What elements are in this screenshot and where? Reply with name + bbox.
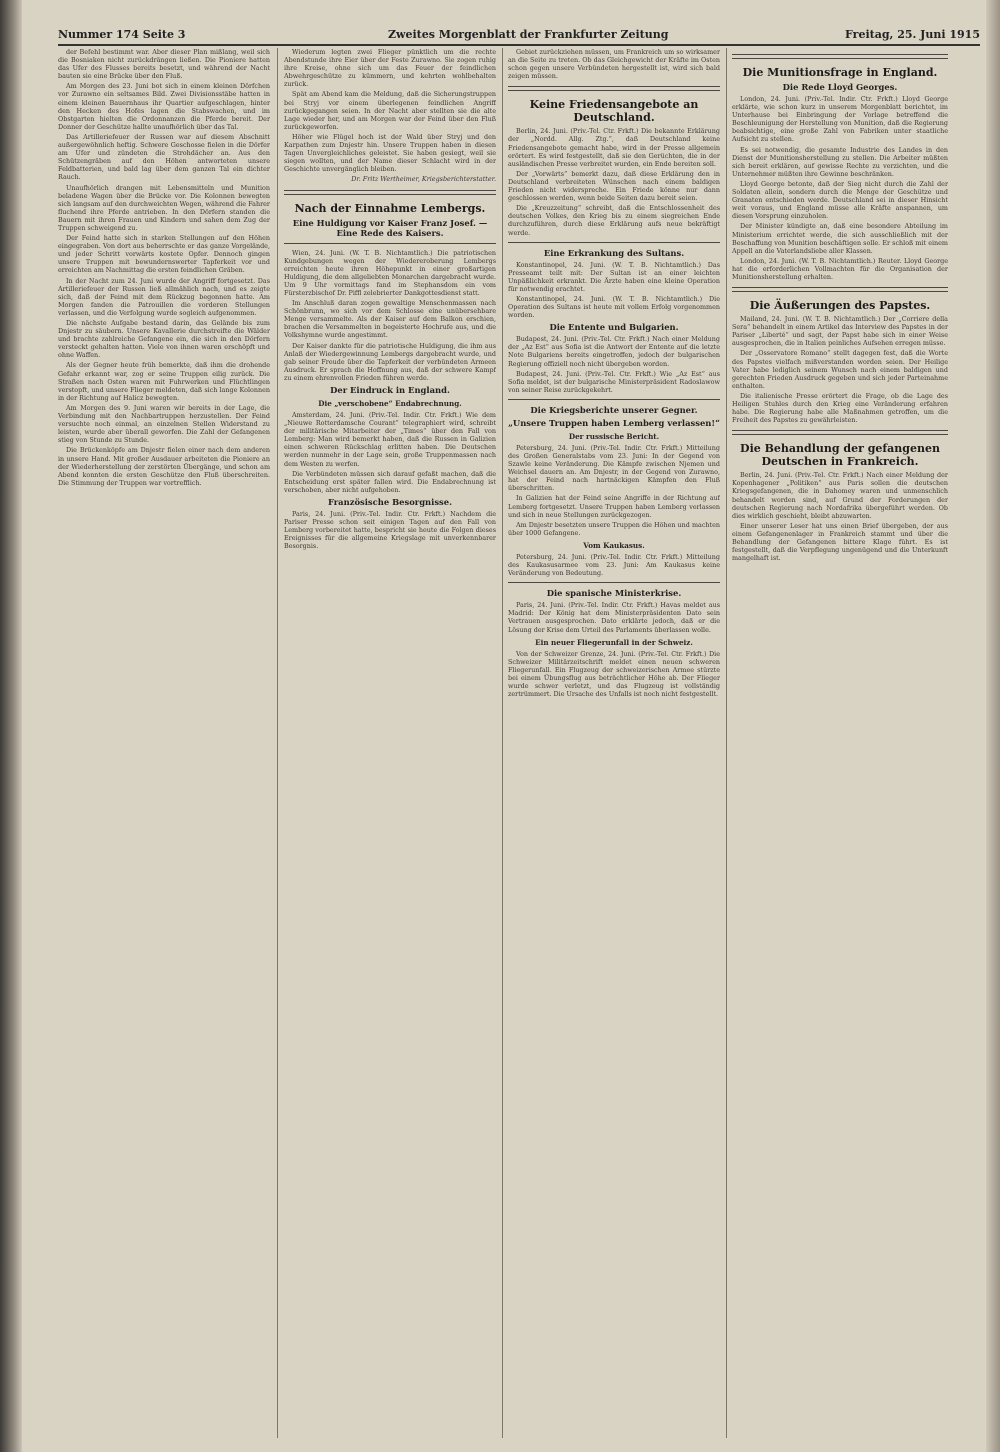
section-rule <box>508 86 720 91</box>
column-4 <box>732 48 948 1438</box>
article-headline: Keine Friedensangebote an Deutschland. <box>529 98 699 125</box>
paragraph: Einer unserer Leser hat uns einen Brief übergeben, der aus einem Gefangenenlager in Frankreich stammt und über die Behandlung der Gefangenen bittere Klage führt. Es ist festgestellt, daß die Verpflegung ungenügend und die Unterkunft mangelhaft ist. <box>732 521 948 563</box>
paragraph: Die „Kreuzzeitung“ schreibt, daß die Entschlossenheit des deutschen Volkes, den Krieg bis zu einem siegreichen Ende durchzuführen, durch diese Erklärung aufs neue bekräftigt werde. <box>508 204 720 237</box>
paragraph: In Galizien hat der Feind seine Angriffe in der Richtung auf Lemberg fortgesetzt. Unsere Truppen haben Lemberg verlassen und sich in neue Stellungen zurückgezogen. <box>508 494 720 519</box>
paragraph: Wiederum legten zwei Flieger pünktlich um die rechte Abendstunde ihre Eier über der Feste Zurawno. Sie zogen ruhig ihre Kreise, ohne sich um das Feuer der feindlichen Abwehrgeschütze zu kümmern, und kehrten wohlbehalten zurück. <box>284 48 496 89</box>
article-headline: Die Munitionsfrage in England. <box>742 66 938 79</box>
rule <box>508 399 720 400</box>
paragraph: Paris, 24. Juni. (Priv.-Tel. Indir. Ctr. Frkft.) Nachdem die Pariser Presse schon seit einigen Tagen auf den Fall von Lemberg vorbereitet hatte, bespricht sie heute die Folgen dieses Ereignisses für die allgemeine Kriegslage mit unverkennbarer Besorgnis. <box>284 509 496 551</box>
article-headline: Ein neuer Fliegerunfall in der Schweiz. <box>535 637 693 647</box>
paragraph: Es sei notwendig, die gesamte Industrie des Landes in den Dienst der Munitionsherstellung zu stellen. Die Arbeiter müßten sich bereit erklären, auf gewisse Rechte zu verzichten, und die Unternehmer müßten ihre Gewinne beschränken. <box>732 145 948 178</box>
rule <box>508 242 720 243</box>
paragraph: Der Feind hatte sich in starken Stellungen auf den Höhen eingegraben. Von dort aus beherrschte er das ganze Vorgelände, und jeder Schritt vorwärts kostete Opfer. Dennoch gingen unsere Truppen mit bewundernswerter Tapferkeit vor und erreichten am Nachmittag die ersten feindlichen Gräben. <box>58 234 270 275</box>
paragraph: Die Brückenköpfe am Dnjestr fielen einer nach dem anderen in unsere Hand. Mit großer Ausdauer arbeiteten die Pioniere an der Wiederherstellung der zerstörten Übergänge, und schon am Abend konnten die ersten Geschütze den Fluß überschreiten. Die Stimmung der Truppen war vortrefflich. <box>58 446 270 487</box>
paragraph: London, 24. Juni. (W. T. B. Nichtamtlich.) Reuter. Lloyd George hat die erforderlichen Vollmachten für die Organisation der Munitionsherstellung erhalten. <box>732 256 948 281</box>
paragraph: Der Kaiser dankte für die patriotische Huldigung, die ihm aus Anlaß der Wiedergewinnung Lembergs dargebracht wurde, und gab seiner Freude über die Tapferkeit der verbündeten Armeen Ausdruck. Er sprach die Hoffnung aus, daß der schwere Kampf zu einem ehrenvollen Frieden führen werde. <box>284 341 496 382</box>
paragraph: Der „Osservatore Romano“ stellt dagegen fest, daß die Worte des Papstes vielfach mißverstanden worden seien. Der Heilige Vater habe lediglich seinem Wunsch nach einem baldigen und gerechten Frieden Ausdruck gegeben und sich jeder Parteinahme enthalten. <box>732 349 948 390</box>
article-subheadline: Eine Huldigung vor Kaiser Franz Josef. — Eine Rede des Kaisers. <box>292 217 488 238</box>
article-minor-heading: Vom Kaukasus. <box>583 540 645 550</box>
paragraph: der Befehl bestimmt war. Aber dieser Plan mißlang, weil sich die Bosniaken nicht zurückdrängen ließen. Die Pioniere hatten das Ufer des Flusses bereits besetzt, und während der Nacht bauten sie eine Brücke über den Fluß. <box>58 48 270 81</box>
paragraph: Das Artilleriefeuer der Russen war auf diesem Abschnitt außergewöhnlich heftig. Schwere Geschosse fielen in die Dörfer am Ufer und zündeten die Strohdächer an. Aus den Schützengräben auf den Höhen antworteten unsere Feldbatterien, und bald lag über dem ganzen Tal ein dichter Rauch. <box>58 132 270 182</box>
article-subheadline: „Unsere Truppen haben Lemberg verlassen!“ <box>508 417 720 428</box>
paragraph: Petersburg, 24. Juni. (Priv.-Tel. Indir. Ctr. Frkft.) Mitteilung des Kaukasusarmee vom 23. Juni: Am Kaukasus keine Veränderung von Bedeutung. <box>508 552 720 578</box>
paragraph: Der „Vorwärts“ bemerkt dazu, daß diese Erklärung den in Deutschland verbreiteten Wünschen nach einem baldigen Frieden nicht widerspreche. Ein Friede könne nur dann geschlossen werden, wenn beide Seiten dazu bereit seien. <box>508 169 720 203</box>
paragraph: London, 24. Juni. (Priv.-Tel. Indir. Ctr. Frkft.) Lloyd George erklärte, wie schon kurz in unserem Morgenblatt berichtet, im Unterhause bei Einbringung der Vorlage betreffend die Beschleunigung der Herstellung von Munition, daß die Regierung beabsichtige, eine große Zahl von Fabriken unter staatliche Aufsicht zu stellen. <box>732 95 948 144</box>
section-rule <box>732 430 948 435</box>
section-rule <box>732 287 948 292</box>
rule <box>508 582 720 583</box>
paragraph: Spät am Abend kam die Meldung, daß die Sicherungstruppen bei Stryj vor einem überlegenen feindlichen Angriff zurückgegangen seien. In der Nacht aber stellten sie die alte Lage wieder her, und am Morgen war der Feind über den Fluß zurückgeworfen. <box>284 90 496 131</box>
section-rule <box>732 54 948 59</box>
column-1 <box>58 48 270 1438</box>
paragraph: Wien, 24. Juni. (W. T. B. Nichtamtlich.) Die patriotischen Kundgebungen wegen der Wiedereroberung Lembergs erreichten heute ihren Höhepunkt in einer großartigen Huldigung, die dem allgeliebten Monarchen dargebracht wurde. Um 9 Uhr vormittags fand im Stephansdom ein vom Fürsterzbischof Dr. Piffl zelebrierter Dankgottesdienst statt. <box>284 248 496 297</box>
column-separator <box>726 48 727 1438</box>
paragraph: Budapest, 24. Juni. (Priv.-Tel. Ctr. Frkft.) Wie „Az Est“ aus Sofia meldet, ist der bulgarische Ministerpräsident Radoslawow von seiner Reise zurückgekehrt. <box>508 369 720 394</box>
paragraph: Am Dnjestr besetzten unsere Truppen die Höhen und machten über 1000 Gefangene. <box>508 520 720 537</box>
paragraph: Amsterdam, 24. Juni. (Priv.-Tel. Indir. Ctr. Frkft.) Wie dem „Nieuwe Rotterdamsche Courant“ telegraphiert wird, schreibt der militärische Mitarbeiter der „Times“ über den Fall von Lemberg: Man wird bemerkt haben, daß die Russen in Galizien einen schweren Rückschlag erlitten haben. Die Deutschen werden nunmehr in der Lage sein, große Truppenmassen nach dem Westen zu werfen. <box>284 411 496 468</box>
book-spine-shadow <box>0 0 22 1452</box>
paragraph: Berlin, 24. Juni. (Priv.-Tel. Ctr. Frkft.) Nach einer Meldung der Kopenhagener „Politiken“ aus Paris sollen die deutschen Kriegsgefangenen, die in Dahomey waren und unmenschlich behandelt worden sind, auf Grund der Forderungen der deutschen Regierung nach Nordafrika übergeführt werden. Ob dies wirklich geschieht, bleibt abzuwarten. <box>732 471 948 520</box>
article-headline: Eine Erkrankung des Sultans. <box>543 247 685 258</box>
issue-number: Nummer 174 Seite 3 <box>58 28 186 41</box>
section-rule <box>284 190 496 195</box>
article-headline: Die Entente und Bulgarien. <box>549 322 679 333</box>
paragraph: Berlin, 24. Juni. (Priv.-Tel. Ctr. Frkft.) Die bekannte Erklärung der „Nordd. Allg. Ztg.“, daß Deutschland keine Friedensangebote gemacht habe, wird in der Presse allgemein erörtert. Es wird festgestellt, daß sie den Gerüchten, die in der ausländischen Presse verbreitet wurden, ein Ende bereiten soll. <box>508 127 720 168</box>
column-2 <box>284 48 496 1438</box>
paragraph: Am Morgen des 9. Juni waren wir bereits in der Lage, die Verbindung mit den Nachbartruppen herzustellen. Der Feind versuchte noch einmal, an einzelnen Stellen Widerstand zu leisten, wurde aber überall geworfen. Die Zahl der Gefangenen stieg von Stunde zu Stunde. <box>58 403 270 445</box>
article-subheadline: Die „verschobene“ Endabrechnung. <box>318 399 462 408</box>
paragraph: Konstantinopel, 24. Juni. (W. T. B. Nichtamtlich.) Das Presseamt teilt mit: Der Sultan ist an einer leichten Unpäßlichkeit erkrankt. Die Ärzte haben eine kleine Operation für notwendig erachtet. <box>508 260 720 293</box>
paragraph: Die Verbündeten müssen sich darauf gefaßt machen, daß die Entscheidung erst später fallen wird. Die Endabrechnung ist verschoben, aber nicht aufgehoben. <box>284 469 496 494</box>
paragraph: Unaufhörlich drangen mit Lebensmitteln und Munition beladene Wagen über die Brücke vor. Die Kolonnen bewegten sich langsam auf den durchweichten Wegen, während die Fahrer fluchend ihre Pferde antrieben. In den Dörfern standen die Bauern mit ihren Frauen und Kindern und sahen dem Zug der Truppen schweigend zu. <box>58 183 270 232</box>
article-minor-heading: Der russische Bericht. <box>568 431 660 441</box>
paragraph: Konstantinopel, 24. Juni. (W. T. B. Nichtamtlich.) Die Operation des Sultans ist heute mit vollem Erfolg vorgenommen worden. <box>508 294 720 320</box>
article-headline: Die Behandlung der gefangenen Deutschen in Frankreich. <box>740 442 940 469</box>
article-subheadline: Die Rede Lloyd Georges. <box>782 82 898 92</box>
paragraph: Gebiet zurückziehen müssen, um Frankreich um so wirksamer an die Seite zu treten. Ob das Gleichgewicht der Kräfte im Osten schon gegen unsere Verbündeten hergestellt ist, wird sich bald zeigen müssen. <box>508 48 720 81</box>
paragraph: Die italienische Presse erörtert die Frage, ob die Lage des Heiligen Stuhles durch den Krieg eine Veränderung erfahren habe. Die Regierung habe alle Maßnahmen getroffen, um die Freiheit des Papstes zu gewährleisten. <box>732 391 948 425</box>
article-headline: Nach der Einnahme Lembergs. <box>294 201 486 215</box>
article-headline: Die Äußerungen des Papstes. <box>749 299 931 313</box>
author-signature: Dr. Fritz Wertheimer, Kriegsberichterstatter. <box>351 175 496 184</box>
issue-date: Freitag, 25. Juni 1915 <box>845 28 980 41</box>
paragraph: Budapest, 24. Juni. (Priv.-Tel. Ctr. Frkft.) Nach einer Meldung der „Az Est“ aus Sofia ist die Antwort der Entente auf die letzte Note Bulgariens bereits eingetroffen, jedoch der bulgarischen Regierung offiziell noch nicht übergeben worden. <box>508 335 720 368</box>
paragraph: Mailand, 24. Juni. (W. T. B. Nichtamtlich.) Der „Corriere della Sera“ behandelt in einem Artikel das Interview des Papstes in der Pariser „Liberté“ und sagt, der Papst habe sich in einer Weise ausgesprochen, die in Italien peinliches Aufsehen erregen müsse. <box>732 315 948 348</box>
rule <box>284 243 496 244</box>
article-headline: Die spanische Ministerkrise. <box>546 588 682 599</box>
column-3 <box>508 48 720 1438</box>
article-headline: Der Eindruck in England. <box>330 385 450 395</box>
article-headline: Die Kriegsberichte unserer Gegner. <box>530 404 698 415</box>
page-edge-shadow <box>986 0 1000 1452</box>
paragraph: Höher wie Flügel hoch ist der Wald über Stryj und den Karpathen zum Dnjestr hin. Unsere Truppen haben in diesen Tagen Unvergleichliches geleistet. Sie haben gesiegt, weil sie siegen wollten, und der Name dieser Schlacht wird in der Geschichte unvergänglich bleiben. <box>284 132 496 174</box>
paragraph: Paris, 24. Juni. (Priv.-Tel. Indir. Ctr. Frkft.) Havas meldet aus Madrid: Der König hat dem Ministerpräsidenten Dato sein Vertrauen ausgesprochen. Dato erklärte jedoch, daß er die Lösung der Krise dem Urteil des Parlaments überlassen wolle. <box>508 601 720 634</box>
paragraph: Petersburg, 24. Juni. (Priv.-Tel. Indir. Ctr. Frkft.) Mitteilung des Großen Generalstabs vom 23. Juni: In der Gegend von Szawle keine Veränderung. Die Kämpfe zwischen Njemen und Weichsel dauern an. Am Dnjestr, in der Gegend von Zurawno, hat der Feind nach hartnäckigen Kämpfen den Fluß überschritten. <box>508 443 720 493</box>
paragraph: Als der Gegner heute früh bemerkte, daß ihm die drohende Gefahr erkannt war, zog er seine Truppen eilig zurück. Die Straßen nach Osten waren mit Fuhrwerken und Flüchtlingen verstopft, und unsere Flieger meldeten, daß sich lange Kolonnen in der Richtung auf Halicz bewegten. <box>58 361 270 402</box>
paragraph: Am Morgen des 23. Juni bot sich in einem kleinen Dörfchen vor Zurawno ein seltsames Bild. Zwei Divisionsstäbe hatten in einem kleinen Bauernhaus ihr Quartier aufgeschlagen, hinter den Hecken des Hofes lagen die Stabswachen, und im Obstgarten hielten die Ordonnanzen die Pferde bereit. Der Donner der Geschütze hallte unaufhörlich über das Tal. <box>58 82 270 131</box>
paragraph: Der Minister kündigte an, daß eine besondere Abteilung im Ministerium errichtet werde, die sich ausschließlich mit der Beschaffung von Munition beschäftigen solle. Er schloß mit einem Appell an die Vaterlandsliebe aller Klassen. <box>732 222 948 255</box>
paragraph: Im Anschluß daran zogen gewaltige Menschenmassen nach Schönbrunn, wo sich vor dem Schlosse eine unübersehbare Menge versammelte. Als der Kaiser auf dem Balkon erschien, brachen die Versammelten in begeisterte Hochrufe aus, und die Volkshymne wurde angestimmt. <box>284 299 496 340</box>
paragraph: Lloyd George betonte, daß der Sieg nicht durch die Zahl der Soldaten allein, sondern durch die Menge der Geschütze und Granaten entschieden werde. Deutschland sei in dieser Hinsicht weit voraus, und England müsse alle Kräfte anspannen, um diesen Vorsprung einzuholen. <box>732 179 948 221</box>
article-headline: Französische Besorgnisse. <box>327 496 453 507</box>
paragraph: Die nächste Aufgabe bestand darin, das Gelände bis zum Dnjestr zu säubern. Unsere Kavallerie durchstreifte die Wälder und brachte zahlreiche Gefangene ein, die sich in den Dörfern versteckt gehalten hatten. Viele von ihnen waren erschöpft und ohne Waffen. <box>58 319 270 360</box>
masthead <box>58 28 980 44</box>
masthead-rule <box>58 44 980 46</box>
column-separator <box>502 48 503 1438</box>
paragraph: Von der Schweizer Grenze, 24. Juni. (Priv.-Tel. Ctr. Frkft.) Die Schweizer Militärzeitschrift meldet einen neuen schweren Fliegerunfall. Ein Flugzeug der schweizerischen Armee stürzte bei einem Übungsflug aus beträchtlicher Höhe ab. Der Flieger wurde schwer verletzt, und das Flugzeug ist vollständig zertrümmert. Die Ursache des Unfalls ist noch nicht festgestellt. <box>508 649 720 699</box>
column-separator <box>277 48 278 1438</box>
paper-title: Zweites Morgenblatt der Frankfurter Zeitung <box>388 28 669 41</box>
paragraph: In der Nacht zum 24. Juni wurde der Angriff fortgesetzt. Das Artilleriefeuer der Russen ließ allmählich nach, und es zeigte sich, daß der Feind mit dem Rückzug begonnen hatte. Am Morgen fanden die Patrouillen die vorderen Stellungen verlassen, und die Verfolgung wurde sogleich aufgenommen. <box>58 276 270 317</box>
